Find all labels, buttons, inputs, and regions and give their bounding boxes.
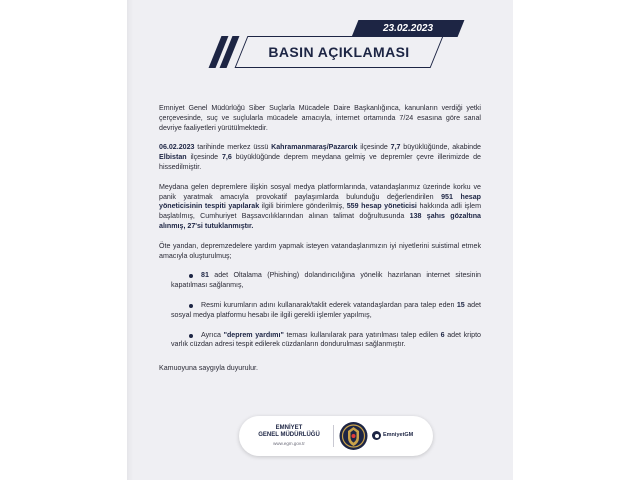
release-body xyxy=(159,104,481,384)
bullet-item-crypto: Ayrıca "deprem yardımı" teması kullanılarak para yatırılması talep edilen 6 adet kripto varlık cüzdan adresi tespit edilerek cüzdanların dondurulması sağlanmıştır. xyxy=(171,330,481,349)
press-release-page xyxy=(127,0,513,480)
paragraph-earthquake: 06.02.2023 tarihinde merkez üssü Kahramanmaraş/Pazarcık ilçesinde 7,7 büyüklüğünde, akabinde Elbistan ilçesinde 7,6 büyüklüğünde deprem meydana gelmiş ve depremler çevre illerimizde de hissedilmiştir. xyxy=(159,143,482,171)
paragraph-fraud-intro: Öte yandan, depremzedelere yardım yapmak isteyen vatandaşlarımızın iyi niyetlerini suistimal etmek amacıyla oluşturulmuş; xyxy=(159,241,481,260)
bullet-item-accounts: Resmi kurumların adını kullanarak/taklit ederek vatandaşlardan para talep eden 15 adet sosyal medya platformu hesabı ile ilgili gerekli işlemler yapılmış, xyxy=(171,300,482,319)
footer-card xyxy=(239,416,433,456)
second-location: Elbistan xyxy=(159,153,187,162)
bullet-item-phishing: 81 adet Oltalama (Phishing) dolandırıcılığına yönelik hazırlanan internet sitesinin kapatılması sağlanmış, xyxy=(171,271,481,290)
footer-website-link[interactable]: www.egm.gov.tr xyxy=(273,441,305,446)
police-emblem-icon xyxy=(338,420,369,452)
footer-org-name: EMNİYET GENEL MÜDÜRLÜĞÜ xyxy=(258,425,320,438)
paragraph-intro: Emniyet Genel Müdürlüğü Siber Suçlarla Mücadele Daire Başkanlığınca, kanunların verdiği yetki çerçevesinde, suç ve suçlularla mücadele amacıyla, internet ortamında 7/24 esasına göre sanal devriye faaliyetleri yürütülmektedir. xyxy=(159,104,481,132)
earthquake-date: 06.02.2023 xyxy=(159,143,195,152)
magnitude-1: 7,7 xyxy=(390,143,401,152)
bullet-dot-icon xyxy=(189,304,193,308)
page-edge-shade xyxy=(127,0,133,480)
magnitude-2: 7,6 xyxy=(221,153,232,162)
stat-559: 559 hesap yöneticisi xyxy=(346,202,417,211)
stat-138: 138 şahıs gözaltına alınmış, 27'si tutuklanmıştır. xyxy=(159,212,481,230)
social-handle[interactable]: EmniyetGM xyxy=(383,432,414,438)
closing-line: Kamuoyuna saygıyla duyurulur. xyxy=(159,364,258,373)
footer-divider xyxy=(333,425,334,447)
paragraph-social-media: Meydana gelen depremlere ilişkin sosyal medya platformlarında, vatandaşlarımız üzerinde korku ve panik yaratmak amacıyla provokatif paylaşımlarda bulunduğu değerlendirilen 951 hesap yöneticisinin tespiti yapılarak ilgili birimlere gönderilmiş, 559 hesap yöneticisi hakkında adli işlem başlatılmış, Cumhuriyet Başsavcılıklarından alınan talimat doğrultusunda 138 şahıs gözaltına alınmış, 27'si tutuklanmıştır. xyxy=(159,182,481,230)
epicenter-location: Kahramanmaraş/Pazarcık xyxy=(271,143,358,152)
page-title: BASIN AÇIKLAMASI xyxy=(268,44,410,60)
bullet-dot-icon xyxy=(189,334,193,338)
release-date: 23.02.2023 xyxy=(382,23,434,34)
social-media-icon xyxy=(372,431,381,440)
stat-951: 951 hesap yöneticisinin tespiti yapılarak xyxy=(159,192,481,211)
